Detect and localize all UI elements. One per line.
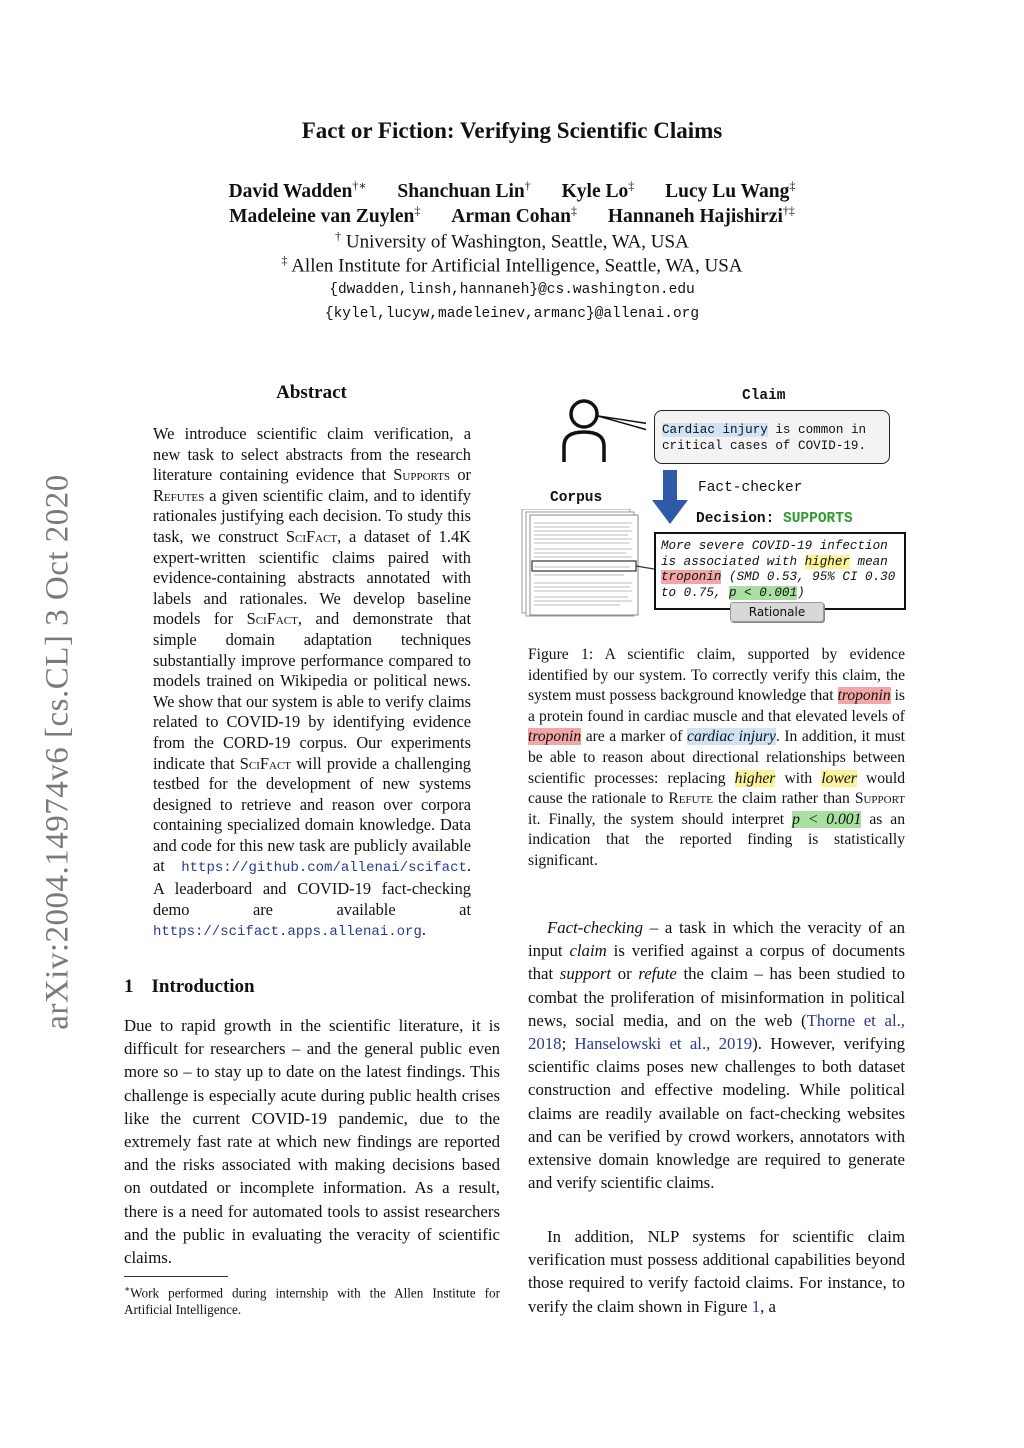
author-line-1 — [0, 178, 1024, 203]
author: David Wadden†∗ — [228, 178, 367, 202]
body-paragraph: In addition, NLP systems for scientific claim verification must possess additional capabilities beyond those required to verify factoid claims. For instance, to verify the claim shown in Figure 1, a — [528, 1227, 905, 1316]
decision-value: SUPPORTS — [783, 511, 853, 527]
decision-label: Decision: SUPPORTS — [696, 511, 853, 527]
person-icon — [556, 394, 646, 466]
author: Lucy Lu Wang‡ — [665, 178, 796, 202]
affiliation-ai2: ‡ Allen Institute for Artificial Intelligence, Seattle, WA, USA — [281, 253, 743, 277]
figure-ref-link[interactable]: 1 — [751, 1296, 761, 1316]
intro-paragraph: Due to rapid growth in the scientific literature, it is difficult for researchers – and the general public even more so – to stay up to date on the latest findings. This challenge is especially acute during public health crises like the current COVID-19 pandemic, due to the extremely fast rate at which new findings are reported and the risks associated with making decisions based on outdated or incomplete information. As a result, there is a need for automated tools to assist researchers and the public in evaluating the veracity of scientific claims. — [124, 1016, 500, 1268]
author-line-2 — [0, 203, 1024, 228]
author: Kyle Lo‡ — [561, 178, 635, 202]
claim-text: Cardiac injury is common in critical cases of COVID-19. — [662, 423, 867, 453]
affiliation-uw: † University of Washington, Seattle, WA, USA — [335, 229, 689, 253]
author: Arman Cohan‡ — [451, 203, 577, 227]
rationale-text: More severe COVID-19 infection is associated with higher mean troponin (SMD 0.53, 95% CI 0.30 to 0.75, p < 0.001) — [661, 539, 896, 600]
rationale-tag: Rationale — [730, 602, 824, 622]
figure-1 — [520, 384, 920, 632]
author: Shanchuan Lin† — [397, 178, 531, 202]
figure-caption: Figure 1: A scientific claim, supported by evidence identified by our system. To correctly verify this claim, the system must possess background knowledge that troponin is a protein found in cardiac muscle and that elevated levels of troponin are a marker of cardiac injury. In addition, it must be able to reason about directional relationships between scientific processes: replacing higher with lower would cause the rationale to Refute the claim rather than Support it. Finally, the system should interpret p < 0.001 as an indication that the reported finding is statistically significant. — [528, 646, 906, 869]
abstract-body: We introduce scientific claim verification, a new task to select abstracts from the research literature containing evidence that Supports or Refutes a given scientific claim, and to identify rationales justifying each decision. To study this task, we construct SciFact, a dataset of 1.4K expert-written scientific claims paired with evidence-containing abstracts annotated with labels and rationales. We develop baseline models for SciFact, and demonstrate that simple domain adaptation techniques substantially improve performance compared to models trained on Wikipedia or political news. We show that our system is able to verify claims related to COVID-19 by identifying evidence from the CORD-19 corpus. Our experiments indicate that SciFact will provide a challenging testbed for the development of new systems designed to retrieve and reason over corpora containing specialized domain knowledge. Data and code for this new task are publicly available at https://github.com/allenai/scifact. A leaderboard and COVID-19 fact-checking demo are available at https://scifact.apps.allenai.org. — [153, 424, 471, 941]
citation-link[interactable]: Thorne et al., 2018 — [528, 1010, 905, 1054]
paper-title: Fact or Fiction: Verifying Scientific Claims — [301, 118, 723, 143]
email-ai2: {kylel,lucyw,madeleinev,armanc}@allenai.org — [324, 306, 700, 322]
footnote-divider — [124, 1276, 228, 1277]
footnote: ∗Work performed during internship with the Allen Institute for Artificial Intelligence. — [124, 1284, 500, 1318]
claim-label: Claim — [742, 388, 786, 404]
author: Madeleine van Zuylen‡ — [229, 203, 421, 227]
body-paragraph: Fact-checking – a task in which the veracity of an input claim is verified against a corpus of documents that support or refute the claim – has been studied to combat the proliferation of misinformation in political news, social media, and on the web (Thorne et al., 2018; Hanselowski et al., 2019). However, verifying scientific claims poses new challenges to both dataset construction and effective modeling. While political claims are readily available on fact-checking websites and can be verified by crowd workers, annotators with extensive domain knowledge are required to generate and verify scientific claims. — [528, 918, 906, 1193]
document-stack-icon — [520, 509, 660, 619]
section-heading-introduction: 1 Introduction — [124, 976, 255, 997]
corpus-label: Corpus — [550, 490, 603, 506]
fact-checker-label: Fact-checker — [698, 480, 803, 496]
email-uw: {dwadden,linsh,hannaneh}@cs.washington.edu — [329, 282, 695, 298]
abstract-heading: Abstract — [276, 382, 347, 403]
github-link[interactable]: https://github.com/allenai/scifact — [181, 860, 467, 877]
author: Hannaneh Hajishirzi†‡ — [607, 203, 795, 227]
citation-link[interactable]: Hanselowski et al., 2019 — [574, 1034, 753, 1054]
demo-link[interactable]: https://scifact.apps.allenai.org — [153, 924, 422, 941]
arxiv-identifier: arXiv:2004.14974v6 [cs.CL] 3 Oct 2020 — [39, 474, 76, 1030]
